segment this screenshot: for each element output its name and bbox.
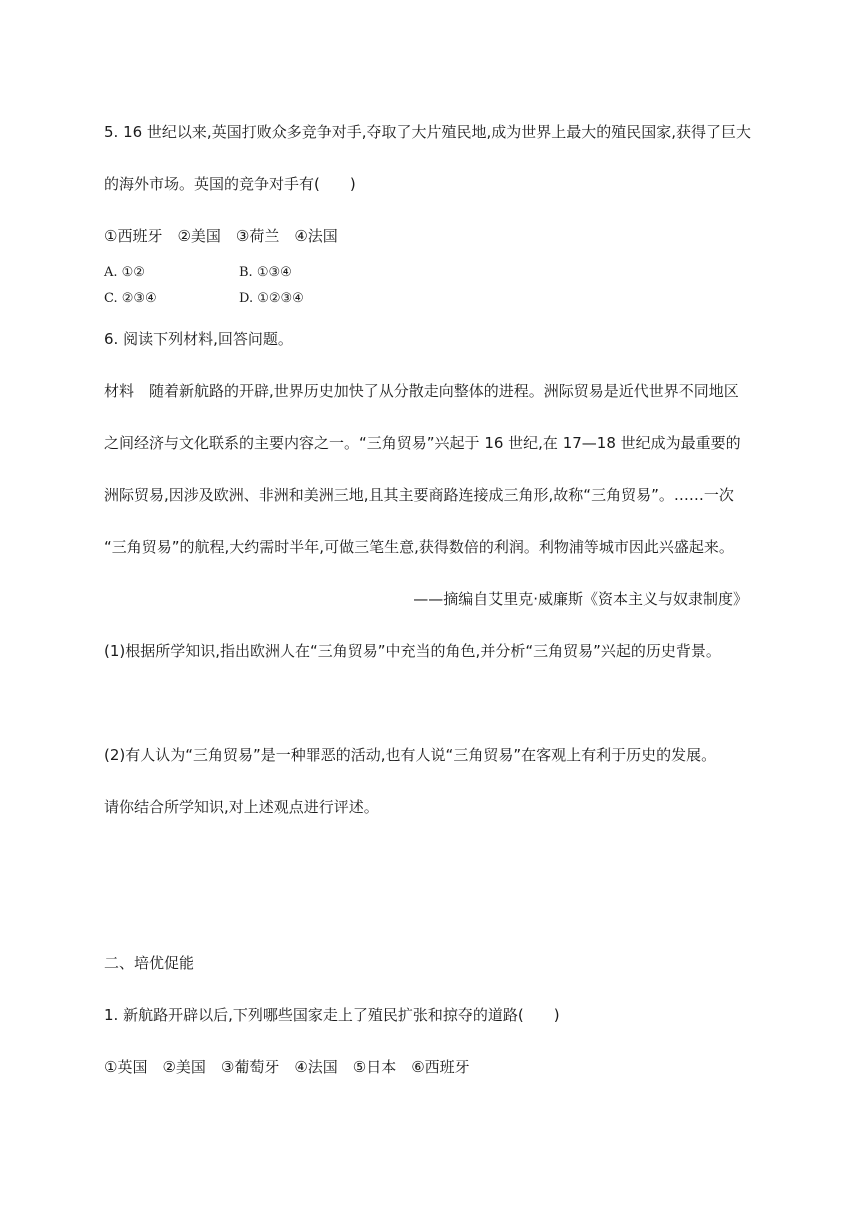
q5-items: ①西班牙 ②美国 ③荷兰 ④法国	[104, 227, 338, 245]
section-heading: 二、培优促能	[104, 954, 195, 972]
q6-subquestion-1: (1)根据所学知识,指出欧洲人在“三角贸易”中充当的角色,并分析“三角贸易”兴起的历史背景。	[104, 642, 721, 660]
q5-option-b: B. ①③④	[239, 265, 292, 280]
q6-material-line-2: 之间经济与文化联系的主要内容之一。“三角贸易”兴起于 16 世纪,在 17—18 世纪成为最重要的	[104, 434, 741, 452]
q5-stem-line-2: 的海外市场。英国的竞争对手有( )	[104, 175, 356, 193]
q6-subquestion-2-line-2: 请你结合所学知识,对上述观点进行评述。	[104, 798, 379, 816]
q5-stem-line-1: 5. 16 世纪以来,英国打败众多竞争对手,夺取了大片殖民地,成为世界上最大的殖民国家,获得了巨大	[104, 123, 752, 141]
q6-source-citation: ——摘编自艾里克·威廉斯《资本主义与奴隶制度》	[413, 590, 748, 608]
s2-q1-stem: 1. 新航路开辟以后,下列哪些国家走上了殖民扩张和掠夺的道路( )	[104, 1006, 560, 1024]
q6-material-line-3: 洲际贸易,因涉及欧洲、非洲和美洲三地,且其主要商路连接成三角形,故称“三角贸易”。……一次	[104, 486, 734, 504]
q5-option-a: A. ①②	[104, 265, 145, 280]
q6-subquestion-2-line-1: (2)有人认为“三角贸易”是一种罪恶的活动,也有人说“三角贸易”在客观上有利于历史的发展。	[104, 746, 717, 764]
s2-q1-items: ①英国 ②美国 ③葡萄牙 ④法国 ⑤日本 ⑥西班牙	[104, 1058, 470, 1076]
q5-option-d: D. ①②③④	[239, 291, 304, 306]
q5-option-c: C. ②③④	[104, 291, 157, 306]
q6-material-line-4: “三角贸易”的航程,大约需时半年,可做三笔生意,获得数倍的利润。利物浦等城市因此兴盛起来。	[104, 538, 734, 556]
q6-title: 6. 阅读下列材料,回答问题。	[104, 330, 293, 348]
q6-material-line-1: 材料 随着新航路的开辟,世界历史加快了从分散走向整体的进程。洲际贸易是近代世界不同地区	[104, 382, 739, 400]
